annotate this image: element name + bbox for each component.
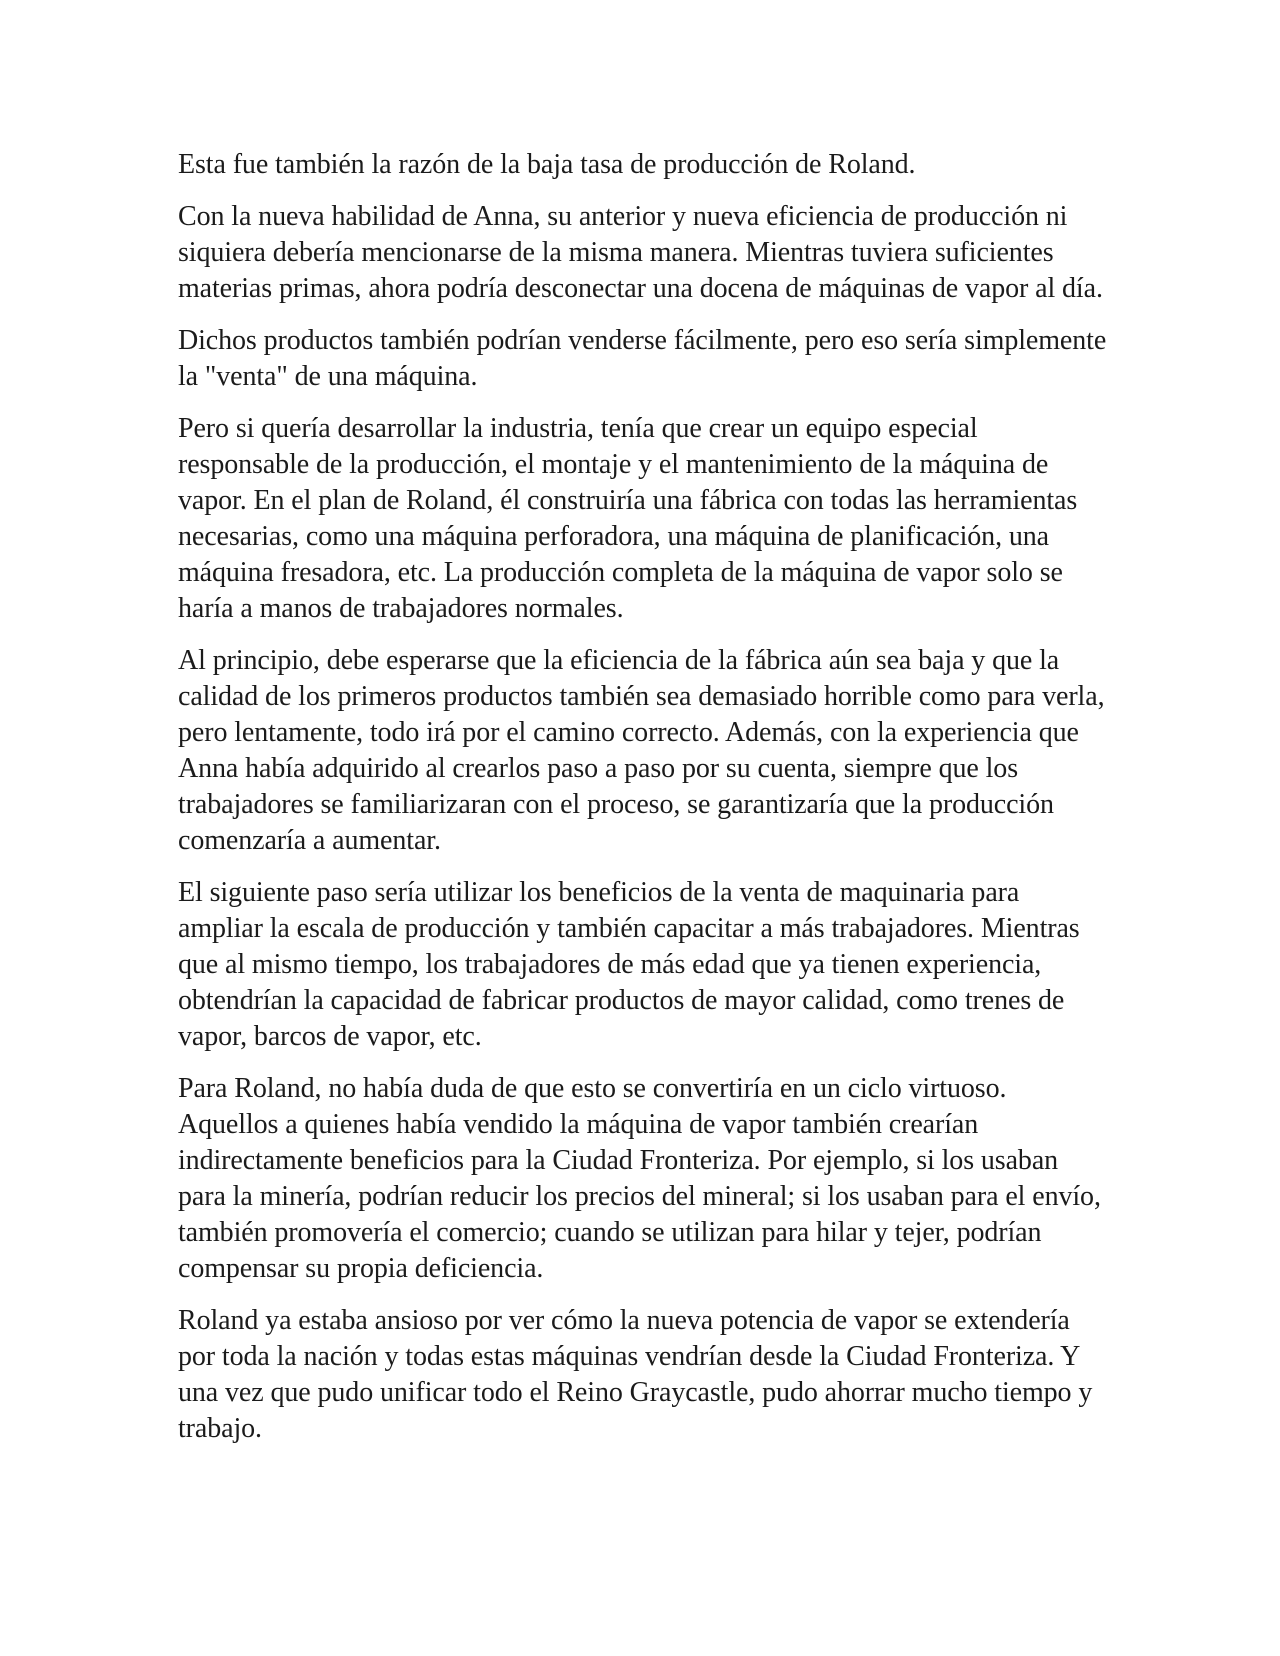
paragraph: Roland ya estaba ansioso por ver cómo la nueva potencia de vapor se extendería por toda la nación y todas estas máquinas vendrían desde la Ciudad Fronteriza. Y una vez que pudo unificar todo el Reino Graycastle, pudo ahorrar mucho tiempo y trabajo. [178, 1305, 1093, 1444]
document-body [178, 147, 1108, 1463]
paragraph: Esta fue también la razón de la baja tasa de producción de Roland. [178, 149, 916, 180]
paragraph: Dichos productos también podrían venderse fácilmente, pero eso sería simplemente la "venta" de una máquina. [178, 325, 1107, 392]
paragraph: Para Roland, no había duda de que esto se convertiría en un ciclo virtuoso. Aquellos a quienes había vendido la máquina de vapor también crearían indirectamente beneficios para la Ciudad Fronteriza. Por ejemplo, si los usaban para la minería, podrían reducir los precios del mineral; si los usaban para el envío, también promovería el comercio; cuando se utilizan para hilar y tejer, podrían compensar su propia deficiencia. [178, 1073, 1101, 1284]
paragraph: Pero si quería desarrollar la industria, tenía que crear un equipo especial responsable de la producción, el montaje y el mantenimiento de la máquina de vapor. En el plan de Roland, él construiría una fábrica con todas las herramientas necesarias, como una máquina perforadora, una máquina de planificación, una máquina fresadora, etc. La producción completa de la máquina de vapor solo se haría a manos de trabajadores normales. [178, 413, 1078, 624]
paragraph: Al principio, debe esperarse que la eficiencia de la fábrica aún sea baja y que la calidad de los primeros productos también sea demasiado horrible como para verla, pero lentamente, todo irá por el camino correcto. Además, con la experiencia que Anna había adquirido al crearlos paso a paso por su cuenta, siempre que los trabajadores se familiarizaran con el proceso, se garantizaría que la producción comenzaría a aumentar. [178, 645, 1105, 856]
paragraph: Con la nueva habilidad de Anna, su anterior y nueva eficiencia de producción ni siquiera debería mencionarse de la misma manera. Mientras tuviera suficientes materias primas, ahora podría desconectar una docena de máquinas de vapor al día. [178, 201, 1103, 304]
paragraph: El siguiente paso sería utilizar los beneficios de la venta de maquinaria para ampliar la escala de producción y también capacitar a más trabajadores. Mientras que al mismo tiempo, los trabajadores de más edad que ya tienen experiencia, obtendrían la capacidad de fabricar productos de mayor calidad, como trenes de vapor, barcos de vapor, etc. [178, 877, 1080, 1052]
